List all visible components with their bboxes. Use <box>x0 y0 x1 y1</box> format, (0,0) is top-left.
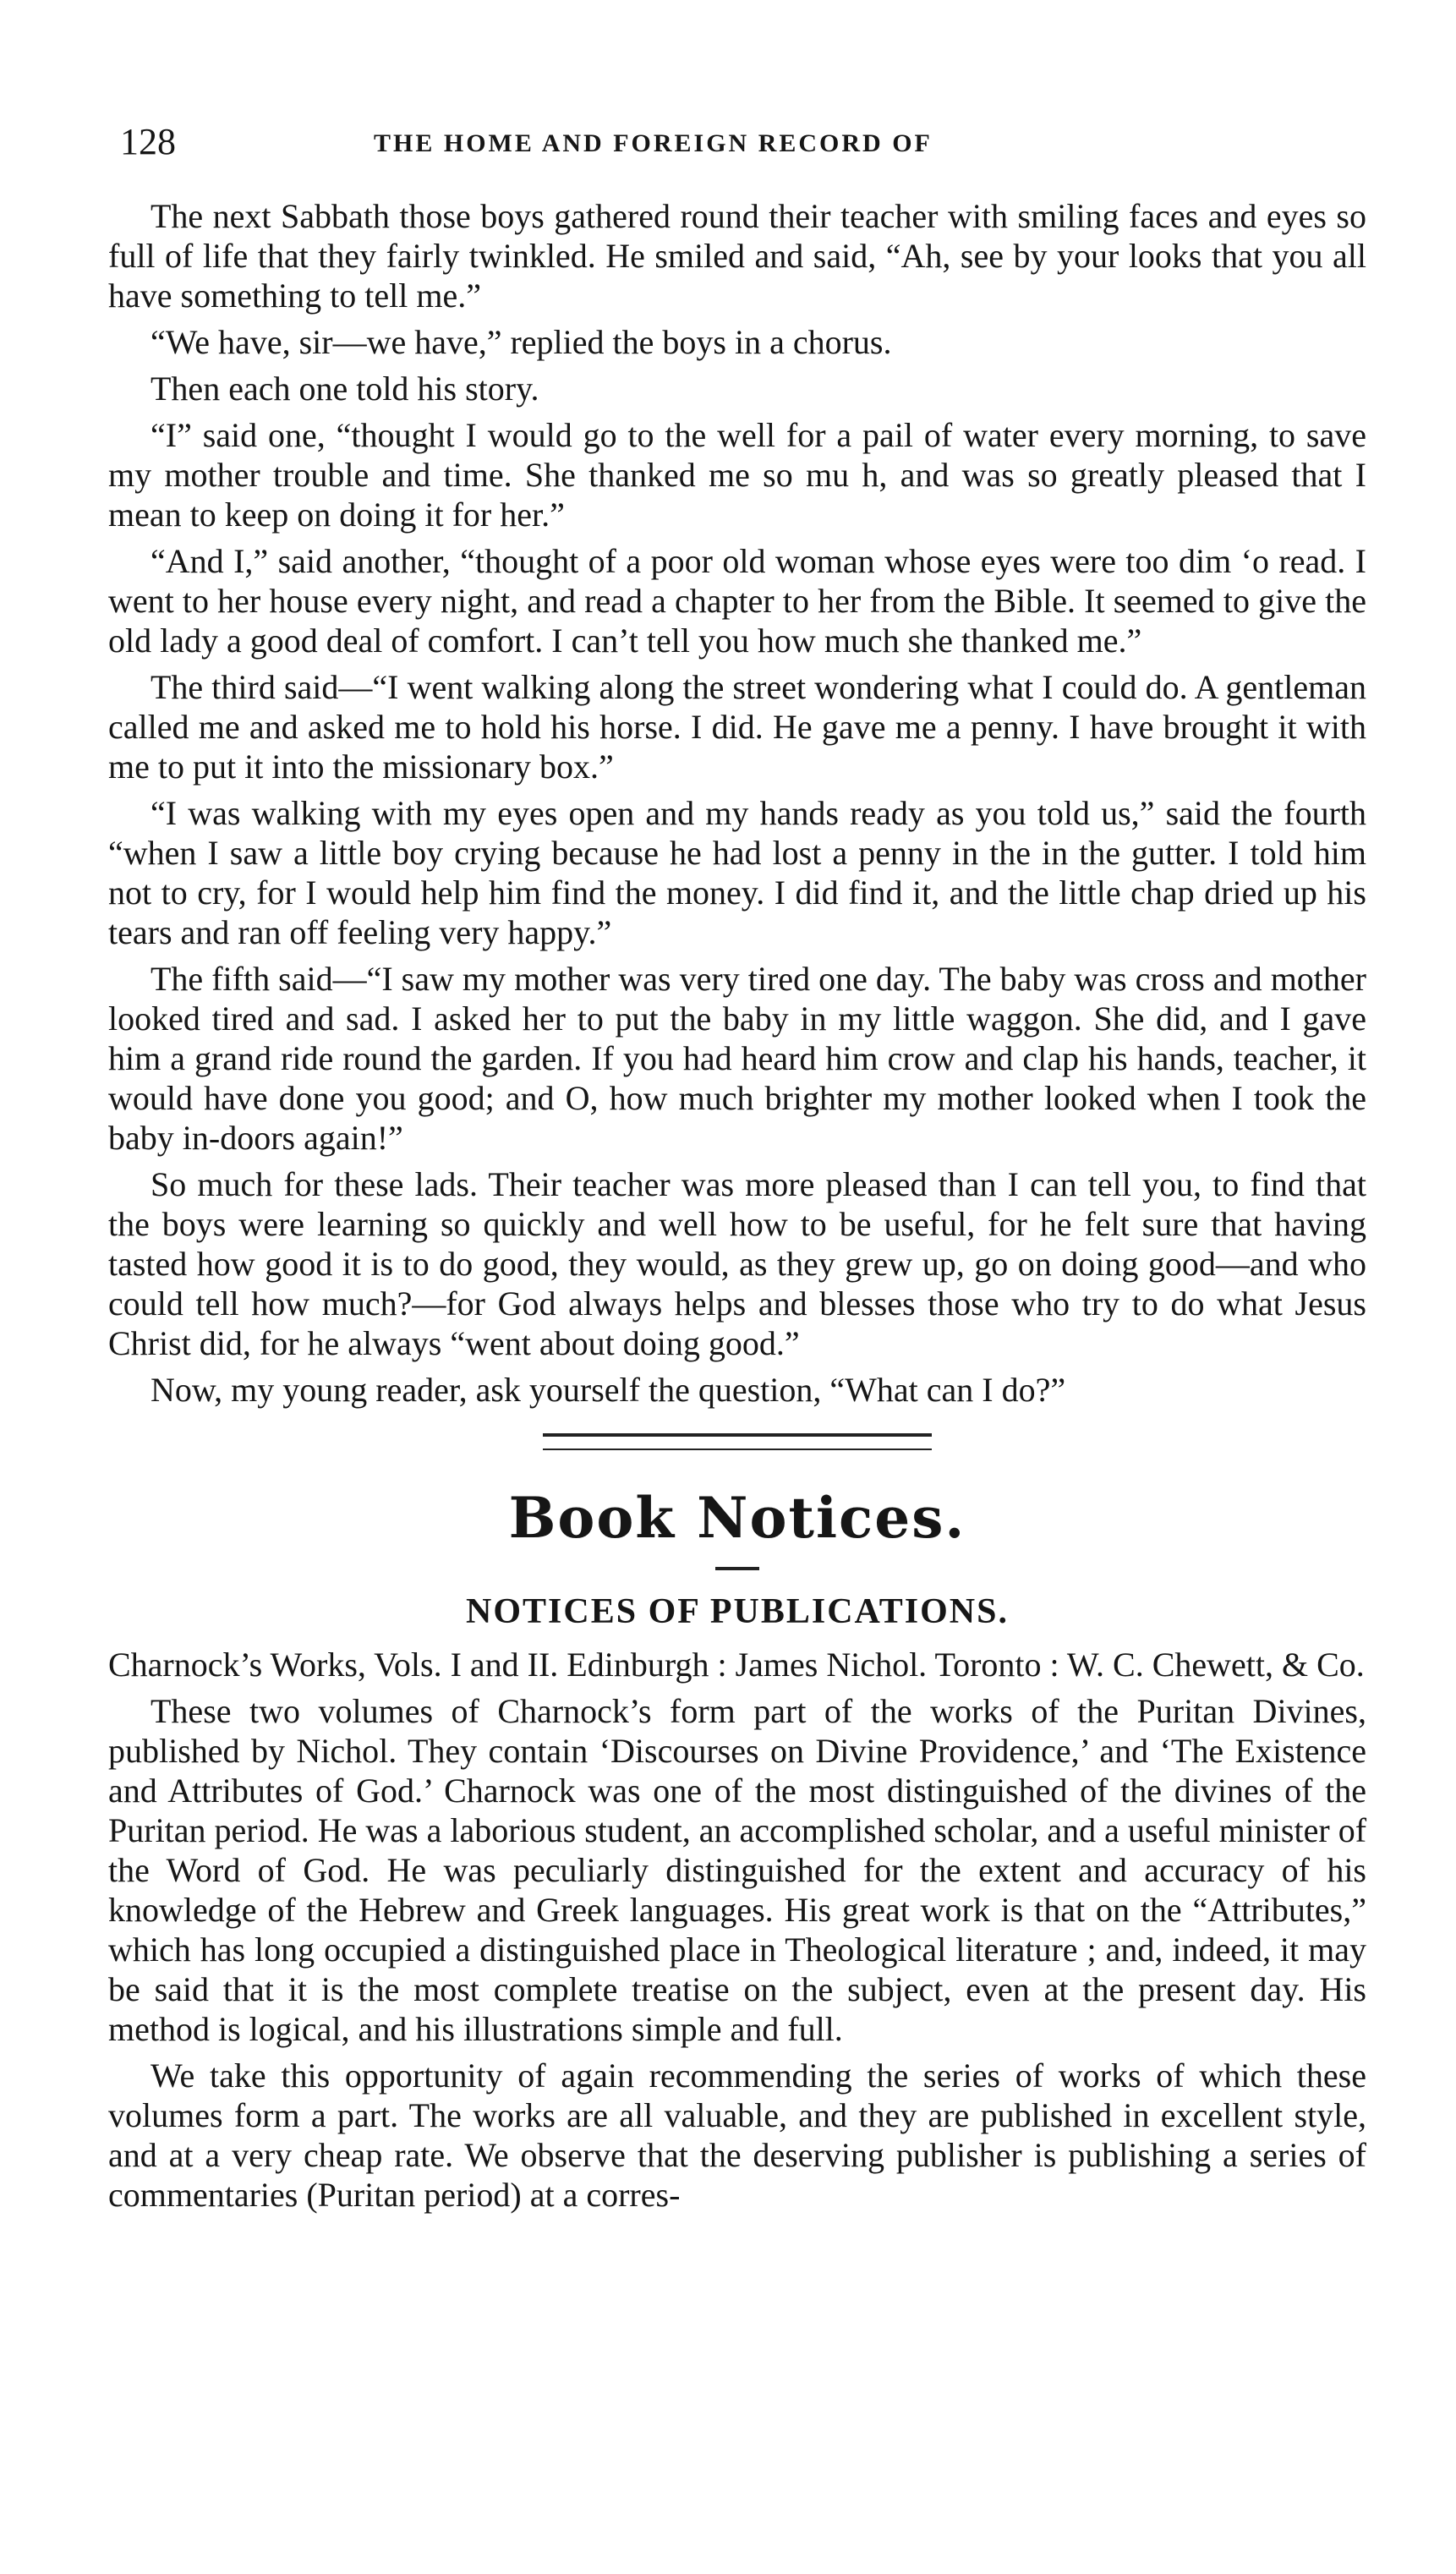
notices-subtitle: NOTICES OF PUBLICATIONS. <box>466 1592 1009 1631</box>
story-section <box>108 196 1366 1410</box>
story-paragraph: “And I,” said another, “thought of a poor old woman whose eyes were too dim ‘o read. I went to her house every night, and read a chapter to her from the Bible. It seemed to give the old lady a good deal of comfort. I can’t tell you how much she thanked me.” <box>108 542 1366 660</box>
book-notices-title: Book Notices. <box>508 1485 966 1551</box>
page-header <box>120 118 1380 169</box>
notice-paragraph: These two volumes of Charnock’s form part of the works of the Puritan Divines, published by Nichol. They contain ‘Discourses on Divine Providence,’ and ‘The Existence and Attributes of God.’ Charnock was one of the most distinguished of the divines of the Puritan period. He was a laborious student, an accomplished scholar, and a useful minister of the Word of God. He was peculiarly distinguished for the extent and accuracy of his knowledge of the Hebrew and Greek languages. His great work is that on the “Attributes,” which has long occupied a distinguished place in Theological literature ; and, indeed, it may be said that it is the most complete treatise on the subject, even at the present day. His method is logical, and his illustrations simple and full. <box>108 1692 1367 2048</box>
story-paragraph: Then each one told his story. <box>151 370 539 408</box>
title-rule <box>715 1567 759 1570</box>
story-paragraph: “I” said one, “thought I would go to the well for a pail of water every morning, to save my mother trouble and time. She thanked me so mu h, and was so greatly pleased that I mean to keep on doing it for her.” <box>108 416 1366 534</box>
book-notices-section <box>108 1484 1366 2215</box>
story-paragraph: The next Sabbath those boys gathered round their teacher with smiling faces and eyes so full of life that they fairly twinkled. He smiled and said, “Ah, see by your looks that you all have something to tell me.” <box>108 197 1366 315</box>
page-number: 128 <box>120 121 176 162</box>
story-paragraph: The third said—“I went walking along the street wondering what I could do. A gentleman called me and asked me to hold his horse. I did. He gave me a penny. I have brought it with me to put it into the missionary box.” <box>108 668 1366 786</box>
story-paragraph: So much for these lads. Their teacher was more pleased than I can tell you, to find that the boys were learning so quickly and well how to be useful, for he felt sure that having tasted how good it is to do good, they would, as they grew up, go on doing good—and who could tell how much?—for God always helps and blesses those who try to do what Jesus Christ did, for he always “went about doing good.” <box>108 1165 1366 1362</box>
story-paragraph: “I was walking with my eyes open and my hands ready as you told us,” said the fourth “when I saw a little boy crying because he had lost a penny in the in the gutter. I told him not to cry, for I would help him find the money. I did find it, and the little chap dried up his tears and ran off feeling very happy.” <box>108 794 1366 951</box>
section-divider <box>543 1433 932 1450</box>
running-head: THE HOME AND FOREIGN RECORD OF <box>374 129 933 157</box>
body-text <box>108 196 1366 2221</box>
story-paragraph: “We have, sir—we have,” replied the boys in a chorus. <box>151 323 892 361</box>
story-paragraph: Now, my young reader, ask yourself the question, “What can I do?” <box>151 1371 1066 1409</box>
story-paragraph: The fifth said—“I saw my mother was very tired one day. The baby was cross and mother looked tired and sad. I asked her to put the baby in my little waggon. She did, and I gave him a grand ride round the garden. If you had heard him crow and clap his hands, teacher, it would have done you good; and O, how much brighter my mother looked when I took the baby in-doors again!” <box>108 960 1366 1157</box>
publication-entry: Charnock’s Works, Vols. I and II. Edinburgh : James Nichol. Toronto : W. C. Chewett, & Co. <box>108 1646 1365 1684</box>
notice-paragraph: We take this opportunity of again recommending the series of works of which these volumes form a part. The works are all valuable, and they are published in excellent style, and at a very cheap rate. We observe that the deserving publisher is publishing a series of commentaries (Puritan period) at a corres- <box>108 2056 1366 2214</box>
